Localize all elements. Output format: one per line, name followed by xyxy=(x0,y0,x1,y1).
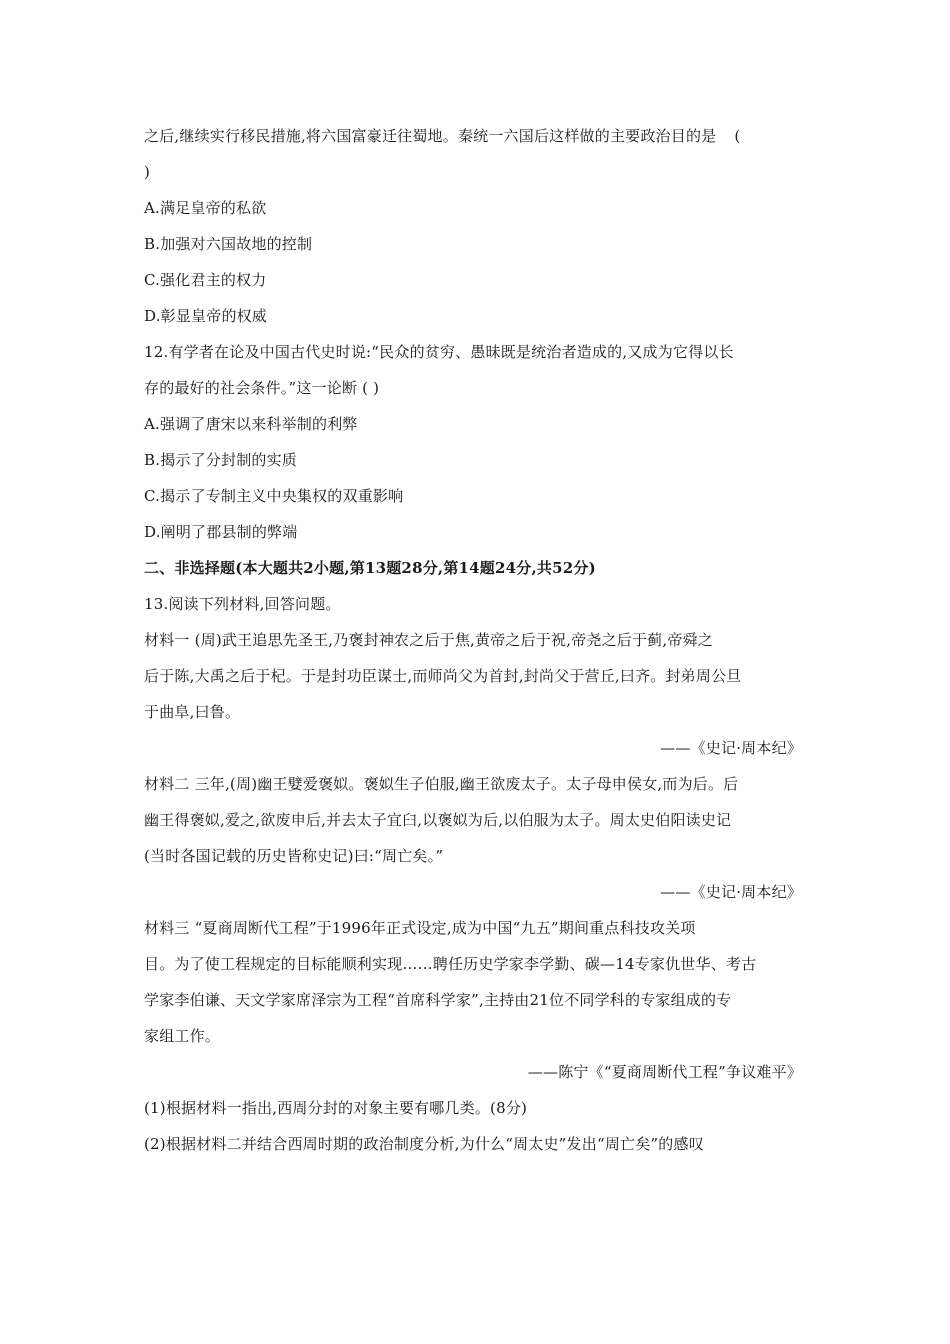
q13-material1-source: ——《史记·周本纪》 xyxy=(660,739,802,757)
q11-stem-text: 之后,继续实行移民措施,将六国富豪迁往蜀地。秦统一六国后这样做的主要政治目的是 xyxy=(144,127,717,145)
q12-option-b: B.揭示了分封制的实质 xyxy=(144,451,297,469)
q13-material1-line: 后于陈,大禹之后于杞。于是封功臣谋士,而师尚父为首封,封尚父于营丘,曰齐。封弟周公旦 xyxy=(144,667,742,685)
q12-option-d: D.阐明了郡县制的弊端 xyxy=(144,523,298,541)
q13-subquestion-1: (1)根据材料一指出,西周分封的对象主要有哪几类。(8分) xyxy=(144,1099,528,1117)
q13-subquestion-2: (2)根据材料二并结合西周时期的政治制度分析,为什么“周太史”发出“周亡矣”的感叹 xyxy=(144,1135,704,1153)
document-page xyxy=(144,118,806,1162)
q13-material2-line: 材料二 三年,(周)幽王嬖爱褒姒。褒姒生子伯服,幽王欲废太子。太子母申侯女,而为后。后 xyxy=(144,775,739,793)
q11-stem-line1 xyxy=(144,118,806,154)
q11-option-c: C.强化君主的权力 xyxy=(144,271,267,289)
q12-stem-line2: 存的最好的社会条件。”这一论断 ( ) xyxy=(144,379,380,397)
q13-intro: 13.阅读下列材料,回答问题。 xyxy=(144,595,341,613)
q11-answer-paren-open: ( xyxy=(734,127,741,145)
q13-material3-line: 目。为了使工程规定的目标能顺利实现……聘任历史学家李学勤、碳—14专家仇世华、考古 xyxy=(144,955,757,973)
q13-material3-source: ——陈宁《“夏商周断代工程”争议难平》 xyxy=(527,1063,802,1081)
q13-material1-line: 于曲阜,曰鲁。 xyxy=(144,703,241,721)
q13-material1-line: 材料一 (周)武王追思先圣王,乃褒封神农之后于焦,黄帝之后于祝,帝尧之后于蓟,帝舜之 xyxy=(144,631,713,649)
q12-option-c: C.揭示了专制主义中央集权的双重影响 xyxy=(144,487,404,505)
q11-option-b: B.加强对六国故地的控制 xyxy=(144,235,313,253)
q12-option-a: A.强调了唐宋以来科举制的利弊 xyxy=(144,415,358,433)
section2-heading: 二、非选择题(本大题共2小题,第13题28分,第14题24分,共52分) xyxy=(144,559,596,577)
q13-material2-line: 幽王得褒姒,爱之,欲废申后,并去太子宜臼,以褒姒为后,以伯服为太子。周太史伯阳读史记 xyxy=(144,811,732,829)
q11-option-d: D.彰显皇帝的权威 xyxy=(144,307,268,325)
q11-answer-paren-close: ) xyxy=(144,163,151,181)
q11-option-a: A.满足皇帝的私欲 xyxy=(144,199,267,217)
q13-material3-line: 学家李伯谦、天文学家席泽宗为工程“首席科学家”,主持由21位不同学科的专家组成的专 xyxy=(144,991,732,1009)
q13-material3-line: 家组工作。 xyxy=(144,1027,221,1045)
q13-material2-source: ——《史记·周本纪》 xyxy=(660,883,802,901)
q13-material3-line: 材料三 “夏商周断代工程”于1996年正式设定,成为中国“九五”期间重点科技攻关项 xyxy=(144,919,696,937)
q13-material2-line: (当时各国记载的历史皆称史记)曰:“周亡矣。” xyxy=(144,847,444,865)
q12-stem-line1: 12.有学者在论及中国古代史时说:“民众的贫穷、愚昧既是统治者造成的,又成为它得以长 xyxy=(144,343,734,361)
